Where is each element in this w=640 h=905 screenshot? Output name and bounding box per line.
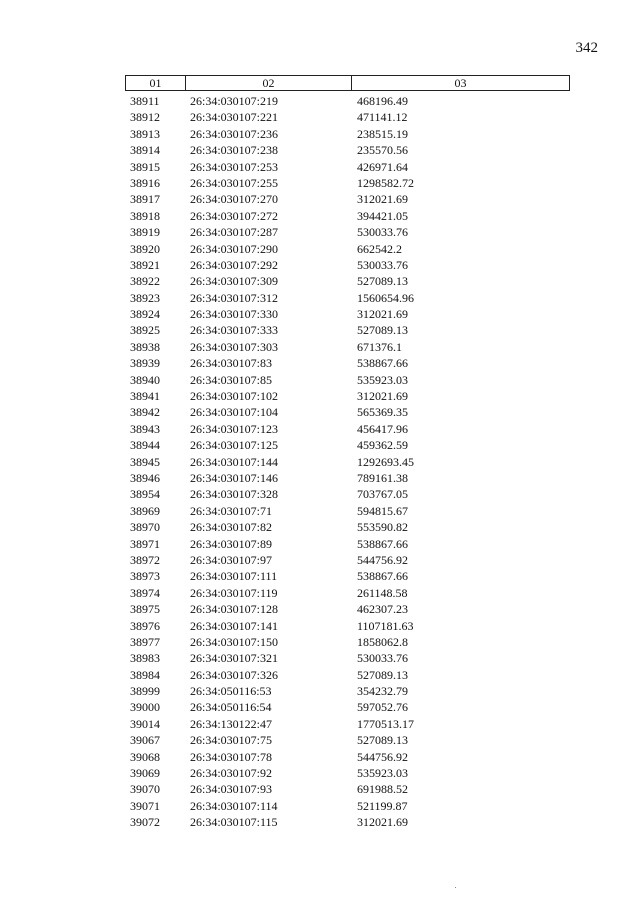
row-id: 38984 <box>130 667 160 682</box>
value: 565369.35 <box>357 405 408 420</box>
row-id: 39068 <box>130 749 160 764</box>
row-id: 38924 <box>130 307 160 322</box>
header-col-02: 02 <box>186 76 352 90</box>
row-id: 38916 <box>130 175 160 190</box>
table-row <box>0 437 640 453</box>
table-row <box>0 650 640 666</box>
table-row <box>0 142 640 158</box>
value: 354232.79 <box>357 684 408 699</box>
cadastral-number: 26:34:030107:114 <box>190 798 278 813</box>
table-row <box>0 372 640 388</box>
row-id: 38999 <box>130 684 160 699</box>
table-row <box>0 241 640 257</box>
row-id: 38971 <box>130 536 160 551</box>
row-id: 38918 <box>130 208 160 223</box>
row-id: 38975 <box>130 602 160 617</box>
table-row <box>0 781 640 797</box>
table-row <box>0 224 640 240</box>
row-id: 38925 <box>130 323 160 338</box>
value: 530033.76 <box>357 651 408 666</box>
value: 530033.76 <box>357 257 408 272</box>
value: 459362.59 <box>357 438 408 453</box>
table-row <box>0 634 640 650</box>
cadastral-number: 26:34:030107:253 <box>190 159 279 174</box>
cadastral-number: 26:34:030107:125 <box>190 438 279 453</box>
cadastral-number: 26:34:030107:312 <box>190 290 279 305</box>
value: 1770513.17 <box>357 716 414 731</box>
table-row <box>0 486 640 502</box>
row-id: 39072 <box>130 815 160 830</box>
table-row <box>0 683 640 699</box>
row-id: 39071 <box>130 798 160 813</box>
table-row <box>0 601 640 617</box>
cadastral-number: 26:34:030107:104 <box>190 405 279 420</box>
table-row <box>0 519 640 535</box>
row-id: 39070 <box>130 782 160 797</box>
row-id: 38922 <box>130 274 160 289</box>
row-id: 38969 <box>130 503 160 518</box>
table-row <box>0 585 640 601</box>
row-id: 38941 <box>130 389 160 404</box>
table-row <box>0 454 640 470</box>
value: 535923.03 <box>357 372 408 387</box>
table-row <box>0 749 640 765</box>
value: 553590.82 <box>357 520 408 535</box>
row-id: 38943 <box>130 421 160 436</box>
row-id: 38973 <box>130 569 160 584</box>
cadastral-number: 26:34:030107:238 <box>190 143 279 158</box>
page-number: 342 <box>575 40 598 56</box>
cadastral-number: 26:34:030107:102 <box>190 389 279 404</box>
cadastral-number: 26:34:030107:119 <box>190 585 278 600</box>
table-row <box>0 536 640 552</box>
cadastral-number: 26:34:030107:333 <box>190 323 279 338</box>
value: 312021.69 <box>357 815 408 830</box>
row-id: 39067 <box>130 733 160 748</box>
row-id: 38919 <box>130 225 160 240</box>
row-id: 38945 <box>130 454 160 469</box>
cadastral-number: 26:34:030107:89 <box>190 536 273 551</box>
value: 312021.69 <box>357 389 408 404</box>
row-id: 38923 <box>130 290 160 305</box>
value: 597052.76 <box>357 700 408 715</box>
cadastral-number: 26:34:030107:146 <box>190 470 279 485</box>
scan-speck <box>455 887 456 888</box>
value: 1107181.63 <box>357 618 414 633</box>
row-id: 38983 <box>130 651 160 666</box>
value: 1298582.72 <box>357 175 414 190</box>
cadastral-number: 26:34:030107:111 <box>190 569 278 584</box>
row-id: 38940 <box>130 372 160 387</box>
table-row <box>0 716 640 732</box>
cadastral-number: 26:34:030107:326 <box>190 667 279 682</box>
table-row <box>0 568 640 584</box>
cadastral-number: 26:34:030107:93 <box>190 782 273 797</box>
value: 235570.56 <box>357 143 408 158</box>
table-row <box>0 339 640 355</box>
value: 544756.92 <box>357 749 408 764</box>
value: 471141.12 <box>357 110 408 125</box>
table-row <box>0 388 640 404</box>
value: 462307.23 <box>357 602 408 617</box>
value: 1292693.45 <box>357 454 414 469</box>
table-row <box>0 355 640 371</box>
cadastral-number: 26:34:030107:330 <box>190 307 279 322</box>
cadastral-number: 26:34:030107:309 <box>190 274 279 289</box>
cadastral-number: 26:34:030107:270 <box>190 192 279 207</box>
row-id: 38974 <box>130 585 160 600</box>
value: 456417.96 <box>357 421 408 436</box>
cadastral-number: 26:34:030107:75 <box>190 733 273 748</box>
cadastral-number: 26:34:030107:141 <box>190 618 279 633</box>
header-col-01: 01 <box>126 76 186 90</box>
value: 527089.13 <box>357 733 408 748</box>
table-row <box>0 732 640 748</box>
table-row <box>0 404 640 420</box>
row-id: 39069 <box>130 766 160 781</box>
cadastral-number: 26:34:030107:78 <box>190 749 273 764</box>
cadastral-number: 26:34:030107:144 <box>190 454 279 469</box>
value: 691988.52 <box>357 782 408 797</box>
table-row <box>0 699 640 715</box>
value: 1560654.96 <box>357 290 414 305</box>
value: 671376.1 <box>357 339 402 354</box>
row-id: 38917 <box>130 192 160 207</box>
row-id: 38954 <box>130 487 160 502</box>
row-id: 38970 <box>130 520 160 535</box>
cadastral-number: 26:34:030107:303 <box>190 339 279 354</box>
table-row <box>0 126 640 142</box>
cadastral-number: 26:34:050116:53 <box>190 684 272 699</box>
row-id: 38921 <box>130 257 160 272</box>
cadastral-number: 26:34:030107:290 <box>190 241 279 256</box>
value: 527089.13 <box>357 323 408 338</box>
cadastral-number: 26:34:030107:236 <box>190 126 279 141</box>
row-id: 38915 <box>130 159 160 174</box>
table-row <box>0 618 640 634</box>
value: 521199.87 <box>357 798 408 813</box>
value: 1858062.8 <box>357 634 408 649</box>
row-id: 39000 <box>130 700 160 715</box>
row-id: 38976 <box>130 618 160 633</box>
table-row <box>0 667 640 683</box>
table-header <box>125 75 570 91</box>
row-id: 38938 <box>130 339 160 354</box>
table-row <box>0 290 640 306</box>
row-id: 38944 <box>130 438 160 453</box>
row-id: 38912 <box>130 110 160 125</box>
table-row <box>0 814 640 830</box>
row-id: 38942 <box>130 405 160 420</box>
value: 538867.66 <box>357 536 408 551</box>
row-id: 38946 <box>130 470 160 485</box>
table-row <box>0 798 640 814</box>
table-row <box>0 175 640 191</box>
table-row <box>0 503 640 519</box>
row-id: 39014 <box>130 716 160 731</box>
value: 312021.69 <box>357 192 408 207</box>
table-row <box>0 322 640 338</box>
row-id: 38913 <box>130 126 160 141</box>
table-row <box>0 552 640 568</box>
value: 544756.92 <box>357 552 408 567</box>
cadastral-number: 26:34:030107:128 <box>190 602 279 617</box>
table-body <box>0 93 640 831</box>
table-row <box>0 470 640 486</box>
value: 394421.05 <box>357 208 408 223</box>
cadastral-number: 26:34:030107:123 <box>190 421 279 436</box>
row-id: 38939 <box>130 356 160 371</box>
value: 468196.49 <box>357 94 408 108</box>
cadastral-number: 26:34:030107:115 <box>190 815 278 830</box>
cadastral-number: 26:34:130122:47 <box>190 716 273 731</box>
value: 703767.05 <box>357 487 408 502</box>
table-row <box>0 257 640 273</box>
value: 426971.64 <box>357 159 408 174</box>
value: 538867.66 <box>357 356 408 371</box>
cadastral-number: 26:34:030107:328 <box>190 487 279 502</box>
cadastral-number: 26:34:050116:54 <box>190 700 272 715</box>
table-row <box>0 273 640 289</box>
cadastral-number: 26:34:030107:272 <box>190 208 279 223</box>
value: 527089.13 <box>357 274 408 289</box>
cadastral-number: 26:34:030107:255 <box>190 175 279 190</box>
value: 238515.19 <box>357 126 408 141</box>
row-id: 38977 <box>130 634 160 649</box>
cadastral-number: 26:34:030107:321 <box>190 651 279 666</box>
cadastral-number: 26:34:030107:292 <box>190 257 279 272</box>
value: 538867.66 <box>357 569 408 584</box>
row-id: 38911 <box>130 94 160 108</box>
value: 594815.67 <box>357 503 408 518</box>
value: 535923.03 <box>357 766 408 781</box>
value: 312021.69 <box>357 307 408 322</box>
table-row <box>0 93 640 109</box>
cadastral-number: 26:34:030107:287 <box>190 225 279 240</box>
table-row <box>0 159 640 175</box>
table-row <box>0 421 640 437</box>
row-id: 38972 <box>130 552 160 567</box>
value: 527089.13 <box>357 667 408 682</box>
row-id: 38920 <box>130 241 160 256</box>
table-row <box>0 191 640 207</box>
cadastral-number: 26:34:030107:150 <box>190 634 279 649</box>
header-col-03: 03 <box>454 76 467 90</box>
cadastral-number: 26:34:030107:97 <box>190 552 273 567</box>
cadastral-number: 26:34:030107:83 <box>190 356 273 371</box>
cadastral-number: 26:34:030107:82 <box>190 520 273 535</box>
value: 261148.58 <box>357 585 408 600</box>
cadastral-number: 26:34:030107:85 <box>190 372 273 387</box>
cadastral-number: 26:34:030107:221 <box>190 110 279 125</box>
value: 789161.38 <box>357 470 408 485</box>
cadastral-number: 26:34:030107:92 <box>190 766 273 781</box>
table-row <box>0 208 640 224</box>
value: 530033.76 <box>357 225 408 240</box>
table-row <box>0 109 640 125</box>
cadastral-number: 26:34:030107:71 <box>190 503 273 518</box>
table-row <box>0 306 640 322</box>
value: 662542.2 <box>357 241 402 256</box>
row-id: 38914 <box>130 143 160 158</box>
table-row <box>0 765 640 781</box>
cadastral-number: 26:34:030107:219 <box>190 94 279 108</box>
